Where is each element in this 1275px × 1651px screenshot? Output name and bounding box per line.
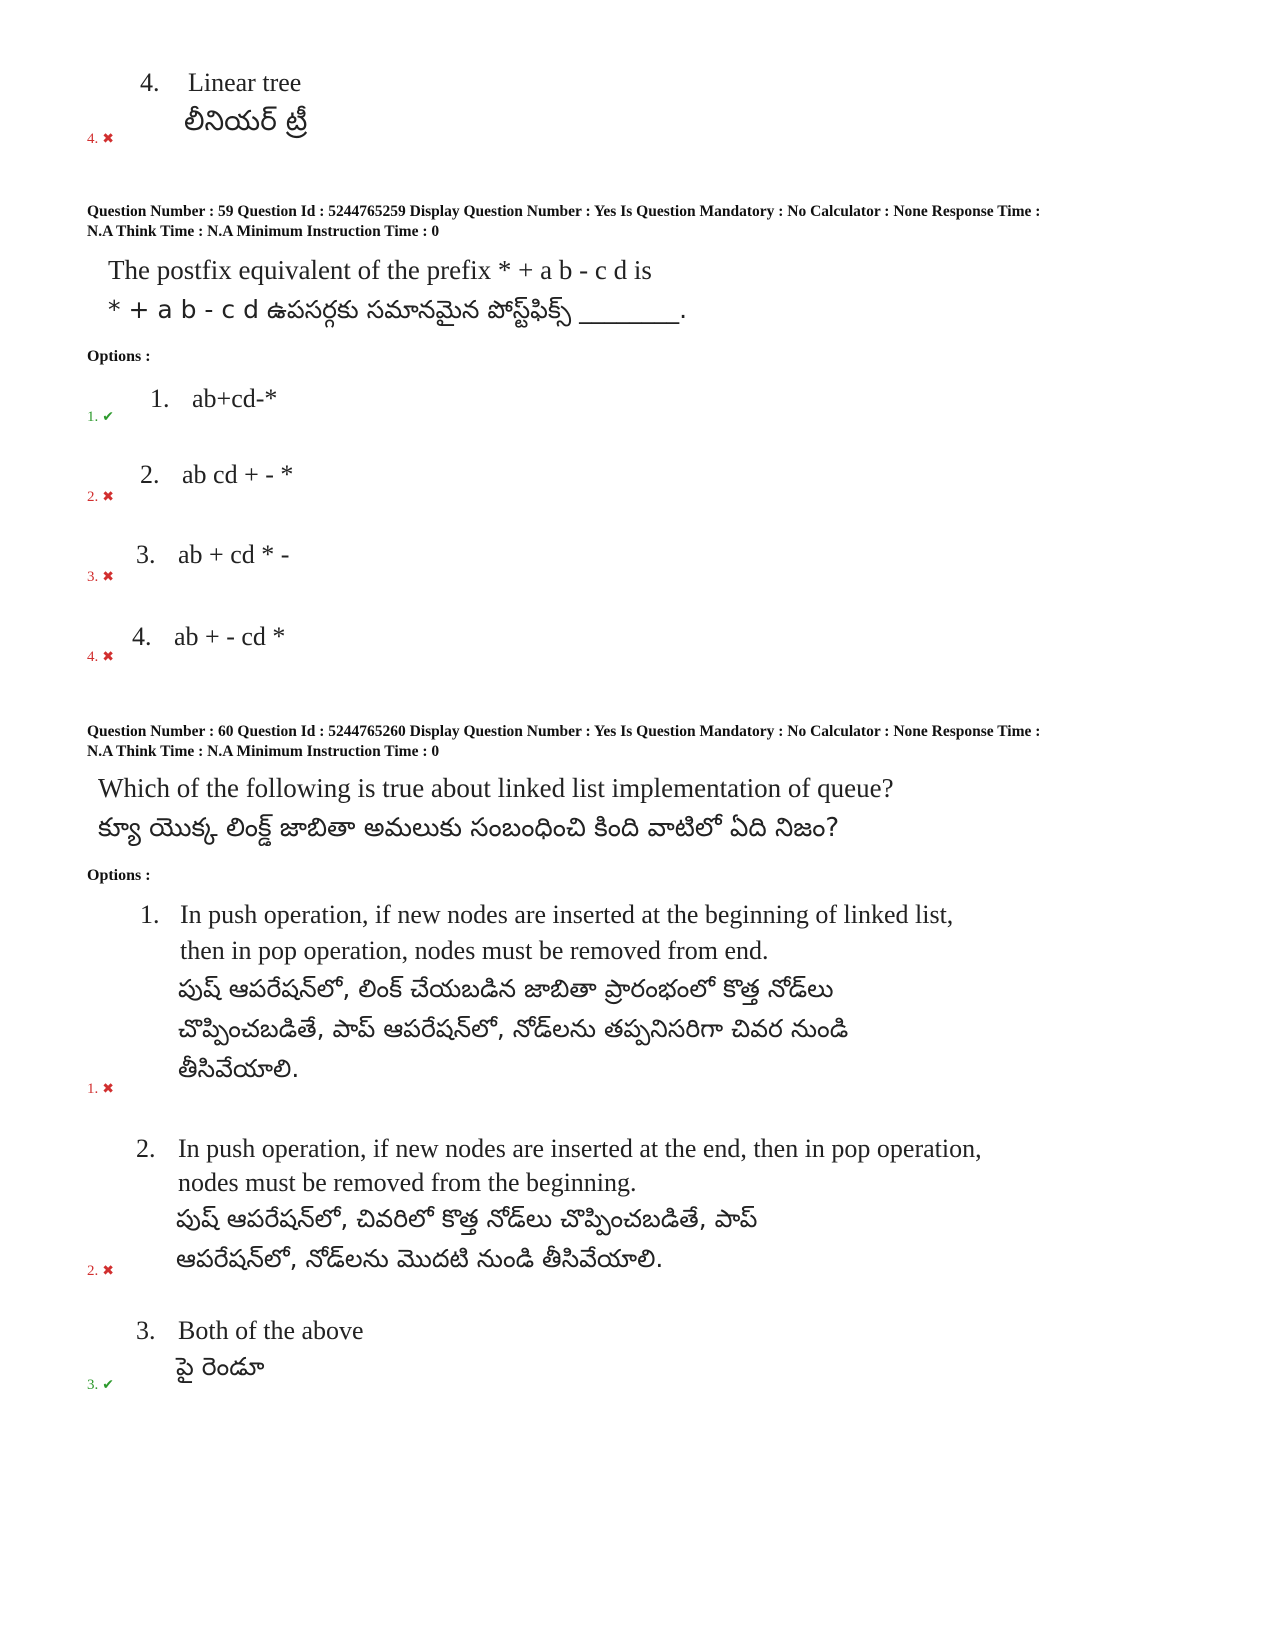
answer-mark: 1. ✖	[87, 1081, 114, 1097]
answer-mark: 3. ✖	[87, 569, 114, 585]
q60-option-1: 1. In push operation, if new nodes are inserted at the beginning of linked list, then in pop operation, nodes must be removed from end. పుష్ ఆపరేషన్‌లో, లింక్ చేయబడిన జాబితా ప్రారంభంలో కొత్త నోడ్‌లు చొప్పించబడితే, పాప్ ఆపరేషన్‌లో, నోడ్‌లను తప్పనిసరిగా చివర నుండి తీసివేయాలి.	[140, 896, 1140, 1096]
question-text	[98, 768, 894, 848]
option-text-te: చొప్పించబడితే, పాప్ ఆపరేషన్‌లో, నోడ్‌లను తప్పనిసరిగా చివర నుండి	[178, 1014, 849, 1043]
question-text-en: Which of the following is true about linked list implementation of queue?	[98, 773, 894, 803]
q59-option-2: 2. ab cd + - *	[140, 456, 540, 496]
question-text-en: The postfix equivalent of the prefix * + a b - c d is	[108, 255, 652, 285]
answer-mark: 2. ✖	[87, 1263, 114, 1279]
option-number: 4.	[140, 68, 160, 97]
question-meta: Question Number : 60 Question Id : 5244765260 Display Question Number : Yes Is Question Mandatory : No Calculator : None Response Time : N.A Think Time : N.A Minimum Instruction Time : 0	[87, 723, 1041, 760]
q59-option-1: 1. ab+cd-*	[150, 380, 550, 420]
option-text-te: పై రెండూ	[176, 1352, 265, 1381]
question-text	[108, 250, 687, 330]
answer-mark: 1. ✔	[87, 409, 114, 425]
option-text-en: Both of the above	[178, 1316, 364, 1345]
question-text-te: * + a b - c d ఉపసర్గకు సమానమైన పోస్ట్‌ఫిక్స్ ________.	[108, 295, 688, 324]
option-text-te: ఆపరేషన్‌లో, నోడ్‌లను మొదటి నుండి తీసివేయాలి.	[176, 1244, 664, 1273]
option-text-te: పుష్ ఆపరేషన్‌లో, చివరిలో కొత్త నోడ్‌లు చొప్పించబడితే, పాప్	[176, 1204, 758, 1233]
cross-icon: ✖	[102, 569, 114, 585]
option-text: ab + cd * -	[178, 540, 290, 569]
cross-icon: ✖	[102, 1263, 114, 1279]
q60-option-2: 2. In push operation, if new nodes are inserted at the end, then in pop operation, nodes must be removed from the beginning. పుష్ ఆపరేషన్‌లో, చివరిలో కొత్త నోడ్‌లు చొప్పించబడితే, పాప్ ఆపరేషన్‌లో, నోడ్‌లను మొదటి నుండి తీసివేయాలి.	[136, 1130, 1136, 1290]
answer-mark: 3. ✔	[87, 1377, 114, 1393]
option-text-en: Linear tree	[188, 68, 302, 97]
answer-mark: 4. ✖	[87, 649, 114, 665]
option-text-te: పుష్ ఆపరేషన్‌లో, లింక్ చేయబడిన జాబితా ప్రారంభంలో కొత్త నోడ్‌లు	[178, 974, 834, 1003]
q59-option-3: 3. ab + cd * -	[136, 536, 536, 576]
option-text-en: then in pop operation, nodes must be removed from end.	[180, 936, 769, 965]
option-text-en: nodes must be removed from the beginning.	[178, 1168, 637, 1197]
option-text: ab cd + - *	[182, 460, 294, 489]
q60-option-3: 3. Both of the above పై రెండూ	[136, 1312, 736, 1392]
option-text-en: In push operation, if new nodes are inserted at the beginning of linked list,	[180, 900, 954, 929]
option-text: ab + - cd *	[174, 622, 286, 651]
option-text-te: లీనియర్ ట్రీ	[184, 104, 308, 137]
check-icon: ✔	[102, 1377, 114, 1393]
answer-mark: 2. ✖	[87, 489, 114, 505]
q59-option-4: 4. ab + - cd *	[132, 618, 532, 658]
answer-mark: 4. ✖	[87, 131, 114, 147]
question-text-te: క్యూ యొక్క లింక్డ్ జాబితా అమలుకు సంబంధించి కింది వాటిలో ఏది నిజం?	[98, 813, 840, 843]
options-label: Options :	[87, 867, 151, 884]
cross-icon: ✖	[102, 649, 114, 665]
option-text-te: తీసివేయాలి.	[178, 1054, 300, 1083]
cross-icon: ✖	[102, 489, 114, 505]
options-label: Options :	[87, 348, 151, 365]
option-text-en: In push operation, if new nodes are inserted at the end, then in pop operation,	[178, 1134, 982, 1163]
question-meta: Question Number : 59 Question Id : 5244765259 Display Question Number : Yes Is Question Mandatory : No Calculator : None Response Time : N.A Think Time : N.A Minimum Instruction Time : 0	[87, 203, 1041, 240]
cross-icon: ✖	[102, 1081, 114, 1097]
prev-option-4	[140, 64, 540, 144]
cross-icon: ✖	[102, 131, 114, 147]
check-icon: ✔	[102, 409, 114, 425]
option-text: ab+cd-*	[192, 384, 278, 413]
